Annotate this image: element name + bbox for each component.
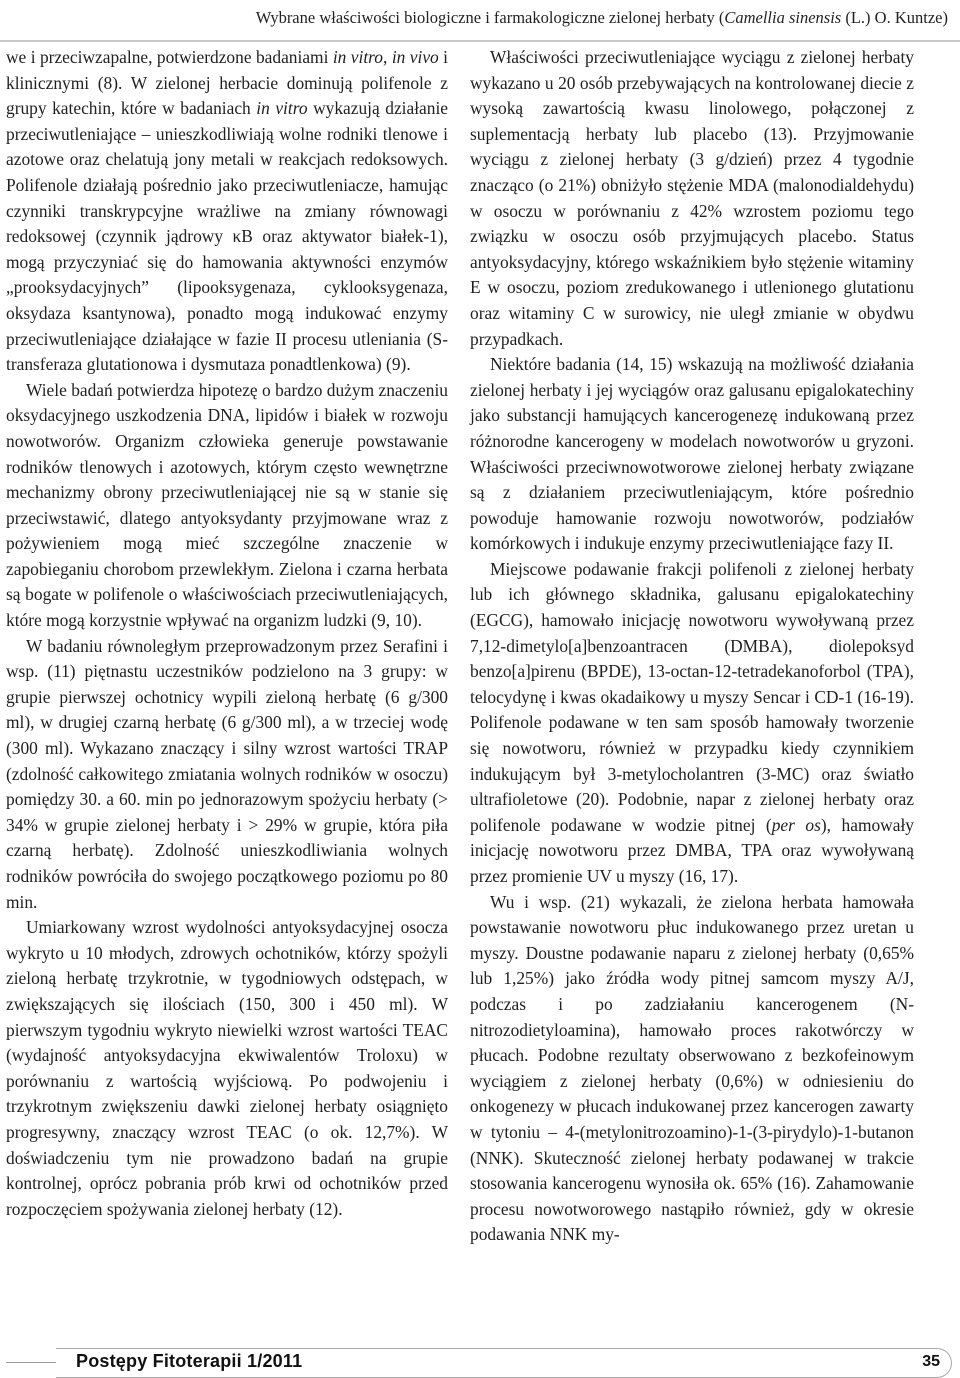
left-paragraph-2: Wiele badań potwierdza hipotezę o bardzo dużym znaczeniu oksydacyjnego uszkodzenia DNA, lipidów i białek w rozwoju nowotworów. Organizm człowieka generuje powstawanie rodników tlenowych i azotowych, którym często wewnętrzne mechanizmy obrony przeciwutleniającej nie są w stanie się przeciwstawić, dlatego antyoksydanty przyjmowane wraz z pożywieniem mogą mieć szczególne znaczenie w zapobieganiu chorobom przewlekłym. Zielona i czarna herbata są bogate w polifenole o właściwościach przeciwutleniających, które mogą korzystnie wpływać na organizm ludzki (9, 10). [6,379,448,631]
left-column [6,45,448,1222]
page-number: 35 [922,1353,940,1370]
journal-name: Postępy Fitoterapii 1/2011 [76,1351,303,1371]
left-paragraph-4: Umiarkowany wzrost wydolności antyoksydacyjnej osocza wykryto u 10 młodych, zdrowych ochotników, którzy spożyli zieloną herbatę trzykrotnie, w tygodniowych odstępach, w zwiększających się ilościach (150, 300 i 450 ml). W pierwszym tygodniu wykryto niewielki wzrost wartości TEAC (wydajność antyoksydacyjna ekwiwalentów Troloxu) w porównaniu z wartością wyjściową. Po podwojeniu i trzykrotnym zwiększeniu dawki zielonej herbaty osiągnięto progresywny, znaczący wzrost TEAC (o ok. 12,7%). W doświadczeniu tym nie prowadzono badań na grupie kontrolnej, oprócz pobrania prób krwi od ochotników przed rozpoczęciem spożywania zielonej herbaty (12). [6,917,448,1219]
right-paragraph-4: Wu i wsp. (21) wykazali, że zielona herbata hamowała powstawanie nowotworu płuc indukowanego przez uretan u myszy. Doustne podawanie naparu z zielonej herbaty (0,65% lub 1,25%) jako źródła wody pitnej samcom myszy A/J, podczas i po zadziałaniu kancerogenem (N-nitrozodietyloamina), hamowało proces rakotwórczy w płucach. Podobne rezultaty obserwowano z bezkofeinowym wyciągiem z zielonej herbaty (0,6%) w odniesieniu do onkogenezy w płucach indukowanej przez kancerogen zawarty w tytoniu – 4-(metylonitrozoamino)-1-(3-pirydylo)-1-butanon (NNK). Skuteczność zielonej herbaty podawanej w trakcie stosowania kancerogenu wynosiła ok. 65% (16). Zahamowanie procesu nowotworowego nastąpiło również, gdy w okresie podawania NNK my- [470,891,914,1245]
left-paragraph-1: we i przeciwzapalne, potwierdzone badaniami in vitro, in vivo i klinicznymi (8). W zielonej herbacie dominują polifenole z grupy katechin, które w badaniach in vitro wykazują działanie przeciwutleniające – unieszkodliwiają wolne rodniki tlenowe i azotowe oraz chelatują jony metali w reakcjach redoksowych. Polifenole działają pośrednio jako przeciwutleniacze, hamując czynniki transkrypcyjne wrażliwe na zmiany równowagi redoksowej (czynnik jądrowy κB oraz aktywator białek-1), mogą przyczyniać się do hamowania aktywności enzymów „prooksydacyjnych” (lipooksygenaza, cyklooksygenaza, oksydaza ksantynowa), ponadto mogą indukować enzymy przeciwutleniające działające w fazie II procesu utleniania (S-transferaza glutationowa i dysmutaza ponadtlenkowa) (9). [6,47,449,375]
right-column [470,45,914,1248]
running-header-title: Wybrane właściwości biologiczne i farmakologiczne zielonej herbaty (Camellia sinensis (L.) O. Kuntze) [255,8,948,27]
footer-rule [6,1362,56,1363]
left-paragraph-3: W badaniu równoległym przeprowadzonym przez Serafini i wsp. (11) piętnastu uczestników podzielono na 3 grupy: w grupie pierwszej ochotnicy wypili zieloną herbatę (6 g/300 ml), w drugiej czarną herbatę (6 g/300 ml), a w trzeciej wodę (300 ml). Wykazano znaczący i silny wzrost wartości TRAP (zdolność całkowitego zmiatania wolnych rodników w osoczu) pomiędzy 30. a 60. min po jednorazowym spożyciu herbaty (> 34% w grupie zielonej herbaty i > 29% w grupie, która piła czarną herbatę). Zdolność unieszkodliwiania wolnych rodników powróciła do swojego początkowego poziomu po 80 min. [6,635,448,912]
right-paragraph-1: Właściwości przeciwutleniające wyciągu z zielonej herbaty wykazano u 20 osób przebywających na kontrolowanej diecie z wysoką zawartością kwasu linolowego, połączonej z suplementacją herbaty lub placebo (13). Przyjmowanie wyciągu z zielonej herbaty (3 g/dzień) przez 4 tygodnie znacząco (o 21%) obniżyło stężenie MDA (malonodialdehydu) w osoczu w porównaniu z 42% wzrostem poziomu tego związku w osoczu osób przyjmujących placebo. Status antyoksydacyjny, którego wskaźnikiem było stężenie witaminy E w osoczu, poziom zredukowanego i utlenionego glutationu oraz witaminy C w surowicy, nie uległ zmianie w obydwu przypadkach. [470,47,914,349]
page-footer [0,1322,960,1377]
right-paragraph-3: Miejscowe podawanie frakcji polifenoli z zielonej herbaty lub ich głównego składnika, galusanu epigalokatechiny (EGCG), hamowało inicjację nowotworu wywoływaną przez 7,12-dimetylo[a]benzoantracen (DMBA), diolepoksyd benzo[a]pirenu (BPDE), 13-octan-12-tetradekanoforbol (TPA), telocydynę i kwas okadaikowy u myszy Sencar i CD-1 (16-19). Polifenole podawane w ten sam sposób hamowały tworzenie się nowotworu, również w przypadku kiedy czynnikiem indukującym był 3-metylocholantren (3-MC) oraz światło ultrafioletowe (20). Podobnie, napar z zielonej herbaty oraz polifenole podawane w wodzie pitnej (per os), hamowały inicjację nowotworu przez DMBA, TPA oraz wywoływaną przez promienie UV u myszy (16, 17). [470,558,914,886]
running-header [0,0,960,42]
right-paragraph-2: Niektóre badania (14, 15) wskazują na możliwość działania zielonej herbaty i jej wyciągów oraz galusanu epigalokatechiny jako substancji hamujących kancerogenezę indukowaną przez różnorodne kancerogeny w modelach nowotworów u gryzoni. Właściwości przeciwnowotworowe zielonej herbaty związane są z działaniem przeciwutleniającym, które pośrednio powoduje hamowanie rozwoju nowotworów, podziałów komórkowych i indukuje enzymy przeciwutleniające fazy II. [470,354,914,554]
